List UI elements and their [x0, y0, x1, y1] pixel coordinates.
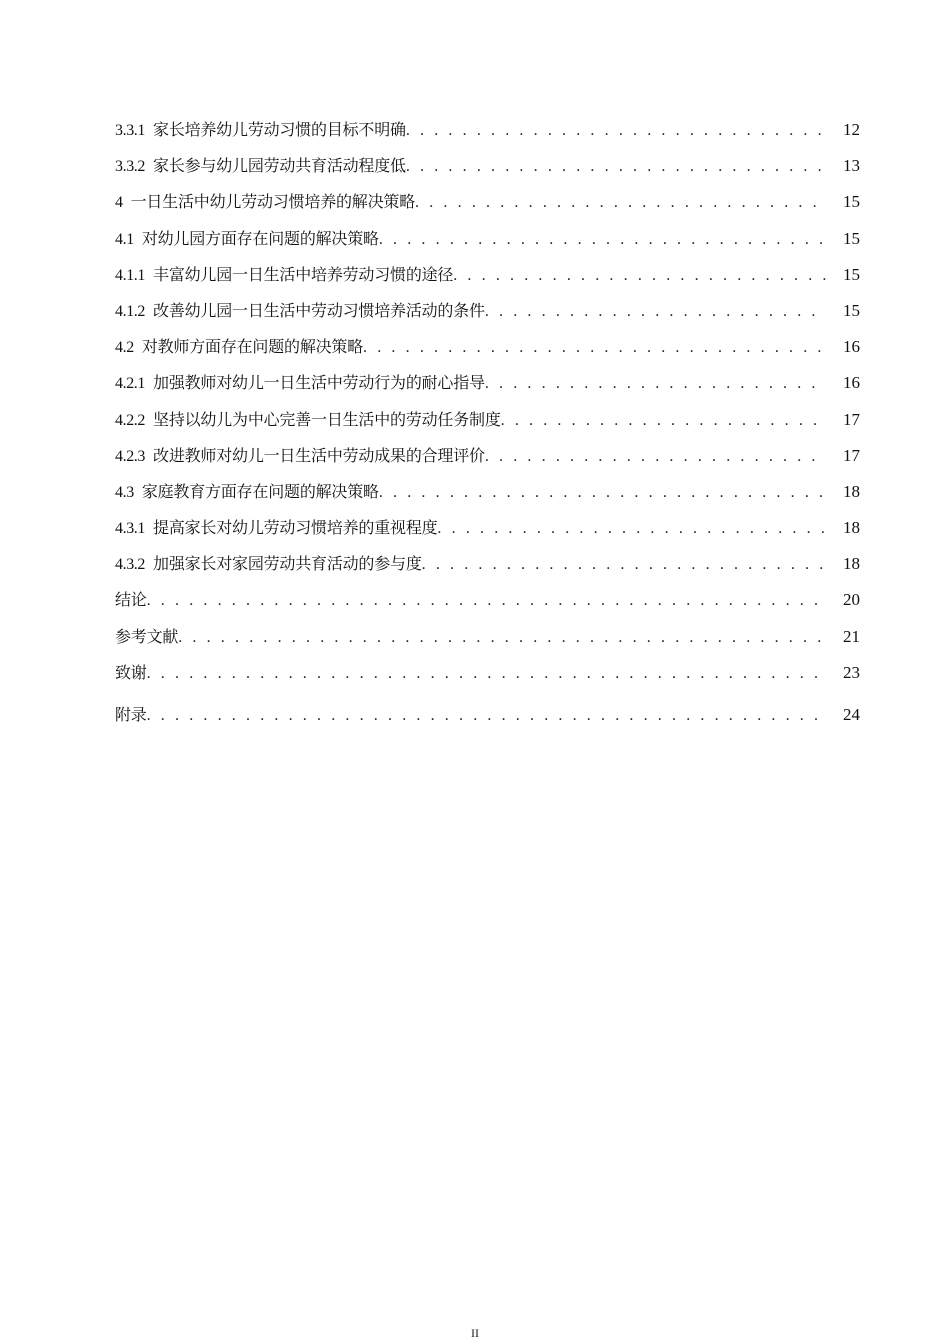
toc-entry-number: 4.1.2 — [115, 302, 146, 320]
toc-leader-dots — [363, 330, 826, 366]
toc-entry-page: 24 — [843, 705, 860, 724]
toc-entry-number: 4.2.3 — [115, 447, 146, 465]
toc-leader-dots — [379, 222, 826, 258]
toc-entry-title: 对教师方面存在问题的解决策略 — [141, 337, 364, 357]
toc-leader-dots — [422, 547, 826, 583]
toc-entry-number: 4.3.1 — [115, 520, 146, 538]
toc-leader-dots — [437, 511, 826, 547]
toc-entry-number: 4.1.1 — [115, 266, 146, 284]
toc-entry-page: 18 — [843, 481, 860, 501]
toc-entry[interactable] — [115, 510, 860, 546]
toc-leader-dots — [147, 696, 826, 736]
toc-entry-page: 12 — [843, 120, 860, 139]
toc-entry-title: 对幼儿园方面存在问题的解决策略 — [141, 228, 379, 248]
toc-leader-dots — [178, 620, 826, 656]
toc-entry-title: 参考文献 — [115, 626, 179, 646]
toc-entry[interactable] — [115, 329, 860, 365]
toc-leader-dots — [485, 439, 826, 475]
toc-entry-title: 家长培养幼儿劳动习惯的目标不明确 — [153, 120, 406, 139]
toc-entry-title: 改善幼儿园一日生活中劳动习惯培养活动的条件 — [153, 300, 485, 320]
toc-entry-number: 4 — [115, 194, 123, 212]
toc-entry-number: 4.2 — [115, 339, 134, 357]
toc-entry-title: 提高家长对幼儿劳动习惯培养的重视程度 — [153, 518, 438, 538]
toc-leader-dots — [406, 113, 826, 149]
toc-entry[interactable] — [115, 546, 860, 582]
toc-entry-page: 18 — [843, 518, 860, 538]
toc-entry[interactable] — [115, 293, 860, 329]
toc-entry-title: 改进教师对幼儿一日生活中劳动成果的合理评价 — [153, 445, 485, 465]
toc-entry-page: 13 — [843, 156, 860, 176]
toc-entry-number: 3.3.2 — [115, 158, 146, 176]
toc-leader-dots — [453, 258, 826, 294]
toc-entry-page: 16 — [843, 373, 860, 393]
toc-entry[interactable] — [115, 221, 860, 257]
toc-entry-title: 家长参与幼儿园劳动共育活动程度低 — [153, 156, 406, 176]
toc-entry-number: 4.2.2 — [115, 411, 146, 429]
toc-entry-page: 15 — [843, 300, 860, 320]
toc-entry[interactable] — [115, 112, 860, 148]
toc-entry-page: 15 — [843, 192, 860, 212]
toc-leader-dots — [406, 149, 826, 185]
toc-leader-dots — [501, 403, 826, 439]
toc-entry[interactable] — [115, 619, 860, 655]
toc-entry-title: 一日生活中幼儿劳动习惯培养的解决策略 — [130, 192, 416, 212]
toc-entry-page: 16 — [843, 337, 860, 357]
toc-entry-title: 加强教师对幼儿一日生活中劳动行为的耐心指导 — [153, 373, 485, 393]
toc-entry-page: 23 — [843, 662, 860, 682]
toc-entry-number: 4.1 — [115, 230, 134, 248]
toc-entry-title: 附录 — [115, 705, 147, 724]
toc-entry-page: 15 — [843, 228, 860, 248]
toc-entry-page: 18 — [843, 554, 860, 574]
toc-entry-number: 3.3.1 — [115, 122, 146, 139]
toc-leader-dots — [415, 185, 826, 221]
toc-entry-title: 丰富幼儿园一日生活中培养劳动习惯的途径 — [153, 264, 454, 284]
toc-leader-dots — [379, 475, 826, 511]
toc-entry[interactable] — [115, 655, 860, 691]
toc-entry-title: 结论 — [115, 590, 147, 610]
toc-entry-page: 15 — [843, 264, 860, 284]
toc-entry[interactable] — [115, 402, 860, 438]
toc-entry-title: 致谢 — [115, 662, 147, 682]
toc-entry[interactable] — [115, 184, 860, 220]
toc-entry-title: 坚持以幼儿为中心完善一日生活中的劳动任务制度 — [153, 409, 501, 429]
toc-entry-page: 21 — [843, 626, 860, 646]
toc-entry-page: 17 — [843, 445, 860, 465]
toc-entry-number: 4.3 — [115, 483, 134, 501]
toc-entry-number: 4.3.2 — [115, 556, 146, 574]
toc-leader-dots — [485, 294, 826, 330]
toc-entry-page: 20 — [843, 590, 860, 610]
toc-entry[interactable] — [115, 257, 860, 293]
toc-entry[interactable] — [115, 148, 860, 184]
toc-entry[interactable] — [115, 438, 860, 474]
page-number: II — [471, 1326, 479, 1340]
toc-entry[interactable] — [115, 365, 860, 401]
toc-entry[interactable] — [115, 695, 860, 735]
toc-entry-title: 家庭教育方面存在问题的解决策略 — [141, 481, 379, 501]
toc-leader-dots — [147, 583, 826, 619]
toc-entry[interactable] — [115, 474, 860, 510]
toc-entry[interactable] — [115, 582, 860, 618]
table-of-contents — [115, 112, 860, 735]
toc-leader-dots — [485, 366, 826, 402]
toc-leader-dots — [147, 656, 826, 692]
toc-entry-number: 4.2.1 — [115, 375, 146, 393]
toc-entry-page: 17 — [843, 409, 860, 429]
toc-entry-title: 加强家长对家园劳动共育活动的参与度 — [153, 554, 422, 574]
